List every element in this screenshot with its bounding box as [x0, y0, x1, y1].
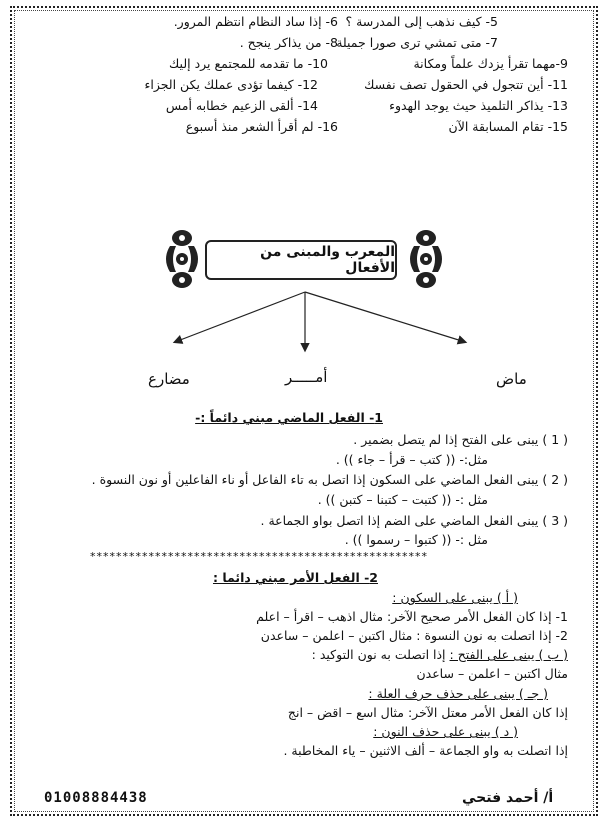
question-15: 15- تقام المسابقة الآن	[448, 119, 568, 134]
section2-a-2: 2- إذا اتصلت به نون النسوة : مثال اكتبن – اعلمن – ساعدن	[260, 628, 568, 643]
question-8: 8- من يذاكر ينجح .	[239, 35, 338, 50]
question-14: 14- ألقى الزعيم خطابه أمس	[165, 98, 318, 113]
question-11: 11- أين تتجول في الحقول تصف نفسك	[364, 77, 568, 92]
section2-d-1: إذا اتصلت به واو الجماعة – ألف الاثنين – ياء المخاطبة .	[283, 743, 568, 758]
diagram-title: المعرب والمبنى من الأفعال	[205, 240, 397, 280]
question-16: 16- لم أقرأ الشعر منذ أسبوع	[185, 119, 338, 134]
section2-d-title: ( د ) يبنى على حذف النون :	[373, 724, 518, 739]
section2-a-1: 1- إذا كان الفعل الأمر صحيح الآخر: مثال اذهب – اقرأ – اعلم	[256, 609, 568, 624]
section2-heading: 2- الفعل الأمر مبني دائما :	[212, 570, 378, 585]
section1-example-2: مثل :- (( كتبت – كتبنا – كتبن )) .	[317, 492, 488, 507]
question-5: 5- كيف نذهب إلى المدرسة ؟	[345, 14, 498, 29]
question-7: 7- متى تمشي ترى صورا جميلة	[336, 35, 498, 50]
label-imperative: أمـــــر	[285, 368, 328, 386]
section1-rule-2: ( 2 ) يبنى الفعل الماضي على السكون إذا اتصل به تاء الفاعل أو ناء الفاعلين أو نون النسوة .	[91, 472, 568, 487]
section1-example-1: مثل:- (( كتب – قرأ – جاء )) .	[335, 452, 488, 467]
question-12: 12- كيفما تؤدى عملك يكن الجزاء	[144, 77, 318, 92]
section2-b-title: ( ب ) يبنى على الفتح :	[449, 647, 568, 662]
section1-heading: 1- الفعل الماضي مبني دائماً :-	[195, 410, 383, 425]
section1-rule-3: ( 3 ) يبنى الفعل الماضي على الضم إذا اتصل بواو الجماعة .	[260, 513, 568, 528]
section2-b-example: مثال اكتبن – اعلمن – ساعدن	[416, 666, 568, 681]
section2-b-row	[312, 647, 568, 662]
separator-stars: ****************************************************	[90, 550, 428, 563]
footer-phone: 01008884438	[44, 790, 148, 806]
section2-c-title: ( جـ ) يبنى على حذف حرف العلة :	[368, 686, 548, 701]
question-9: 9-مهما تقرأ يزدك علماً ومكانة	[413, 56, 568, 71]
section1-example-3: مثل :- (( كتبوا – رسموا )) .	[344, 532, 488, 547]
section2-b-text: إذا اتصلت به نون التوكيد :	[311, 647, 446, 662]
footer-author: أ/ أحمد فتحي	[462, 790, 554, 806]
section2-a-title: ( أ ) يبنى على السكون :	[392, 590, 518, 605]
question-6: 6- إذا ساد النظام انتظم المرور.	[173, 14, 338, 29]
question-13: 13- يذاكر التلميذ حيث يوجد الهدوء	[389, 98, 568, 113]
label-past: ماض	[496, 370, 527, 388]
section2-c-1: إذا كان الفعل الأمر معتل الآخر: مثال اسع – اقض – انج	[287, 705, 568, 720]
question-10: 10- ما تقدمه للمجتمع يرد إليك	[169, 56, 328, 71]
section1-rule-1: ( 1 ) يبنى على الفتح إذا لم يتصل بضمير .	[353, 432, 568, 447]
label-present: مضارع	[148, 370, 190, 388]
